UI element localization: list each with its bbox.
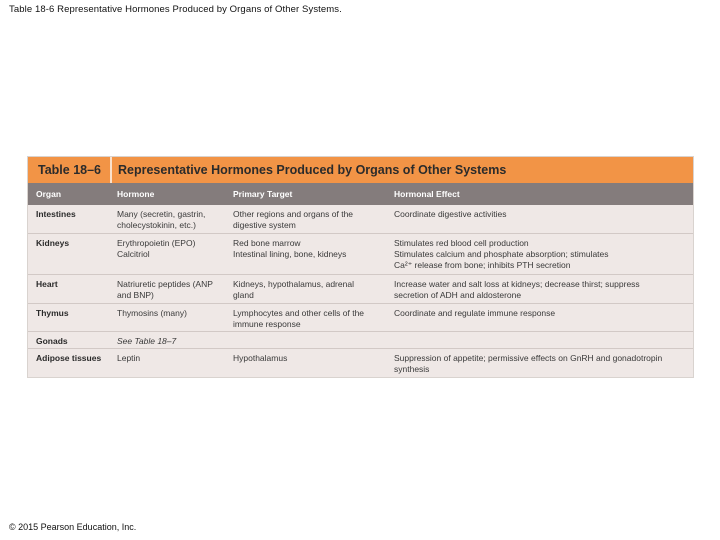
hormone-cell: Erythropoietin (EPO) Calcitriol: [117, 238, 196, 259]
column-header-target: Primary Target: [233, 189, 293, 199]
organ-cell: Kidneys: [36, 238, 70, 248]
hormone-cell: Thymosins (many): [117, 308, 187, 318]
organ-cell: Heart: [36, 279, 58, 289]
hormone-cell: Many (secretin, gastrin, cholecystokinin, etc.): [117, 209, 206, 230]
table-row: [28, 332, 693, 349]
effect-cell: Coordinate digestive activities: [394, 209, 507, 219]
organ-cell: Thymus: [36, 308, 69, 318]
column-header-effect: Hormonal Effect: [394, 189, 460, 199]
column-header-row: [28, 183, 693, 205]
effect-cell: Coordinate and regulate immune response: [394, 308, 556, 318]
hormone-cell: Leptin: [117, 353, 141, 363]
table-title: Representative Hormones Produced by Organs of Other Systems: [118, 163, 507, 177]
table-header-bar: [28, 157, 693, 183]
hormone-table: [27, 156, 694, 378]
effect-cell: Stimulates red blood cell production Stimulates calcium and phosphate absorption; stimulates Ca²⁺ release from bone; inhibits PTH secretion: [394, 238, 609, 270]
table-row: [28, 304, 693, 332]
table-row: [28, 349, 693, 377]
target-cell: Hypothalamus: [233, 353, 288, 363]
hormone-cell: Natriuretic peptides (ANP and BNP): [117, 279, 213, 300]
target-cell: Kidneys, hypothalamus, adrenal gland: [233, 279, 354, 300]
copyright-footer: © 2015 Pearson Education, Inc.: [9, 522, 137, 532]
organ-cell: Intestines: [36, 209, 76, 219]
effect-cell: Suppression of appetite; permissive effects on GnRH and gonadotropin synthesis: [394, 353, 663, 374]
table-row: [28, 275, 693, 304]
target-cell: Other regions and organs of the digestive system: [233, 209, 354, 230]
column-header-organ: Organ: [36, 189, 62, 199]
table-number: Table 18–6: [28, 157, 112, 183]
slide-title: Table 18-6 Representative Hormones Produced by Organs of Other Systems.: [9, 4, 342, 15]
column-header-hormone: Hormone: [117, 189, 155, 199]
table-row: [28, 205, 693, 234]
hormone-cell: See Table 18–7: [117, 336, 177, 346]
target-cell: Lymphocytes and other cells of the immune response: [233, 308, 365, 329]
organ-cell: Adipose tissues: [36, 353, 102, 363]
table-row: [28, 234, 693, 275]
target-cell: Red bone marrow Intestinal lining, bone, kidneys: [233, 238, 347, 259]
organ-cell: Gonads: [36, 336, 68, 346]
effect-cell: Increase water and salt loss at kidneys; decrease thirst; suppress secretion of ADH and aldosterone: [394, 279, 640, 300]
